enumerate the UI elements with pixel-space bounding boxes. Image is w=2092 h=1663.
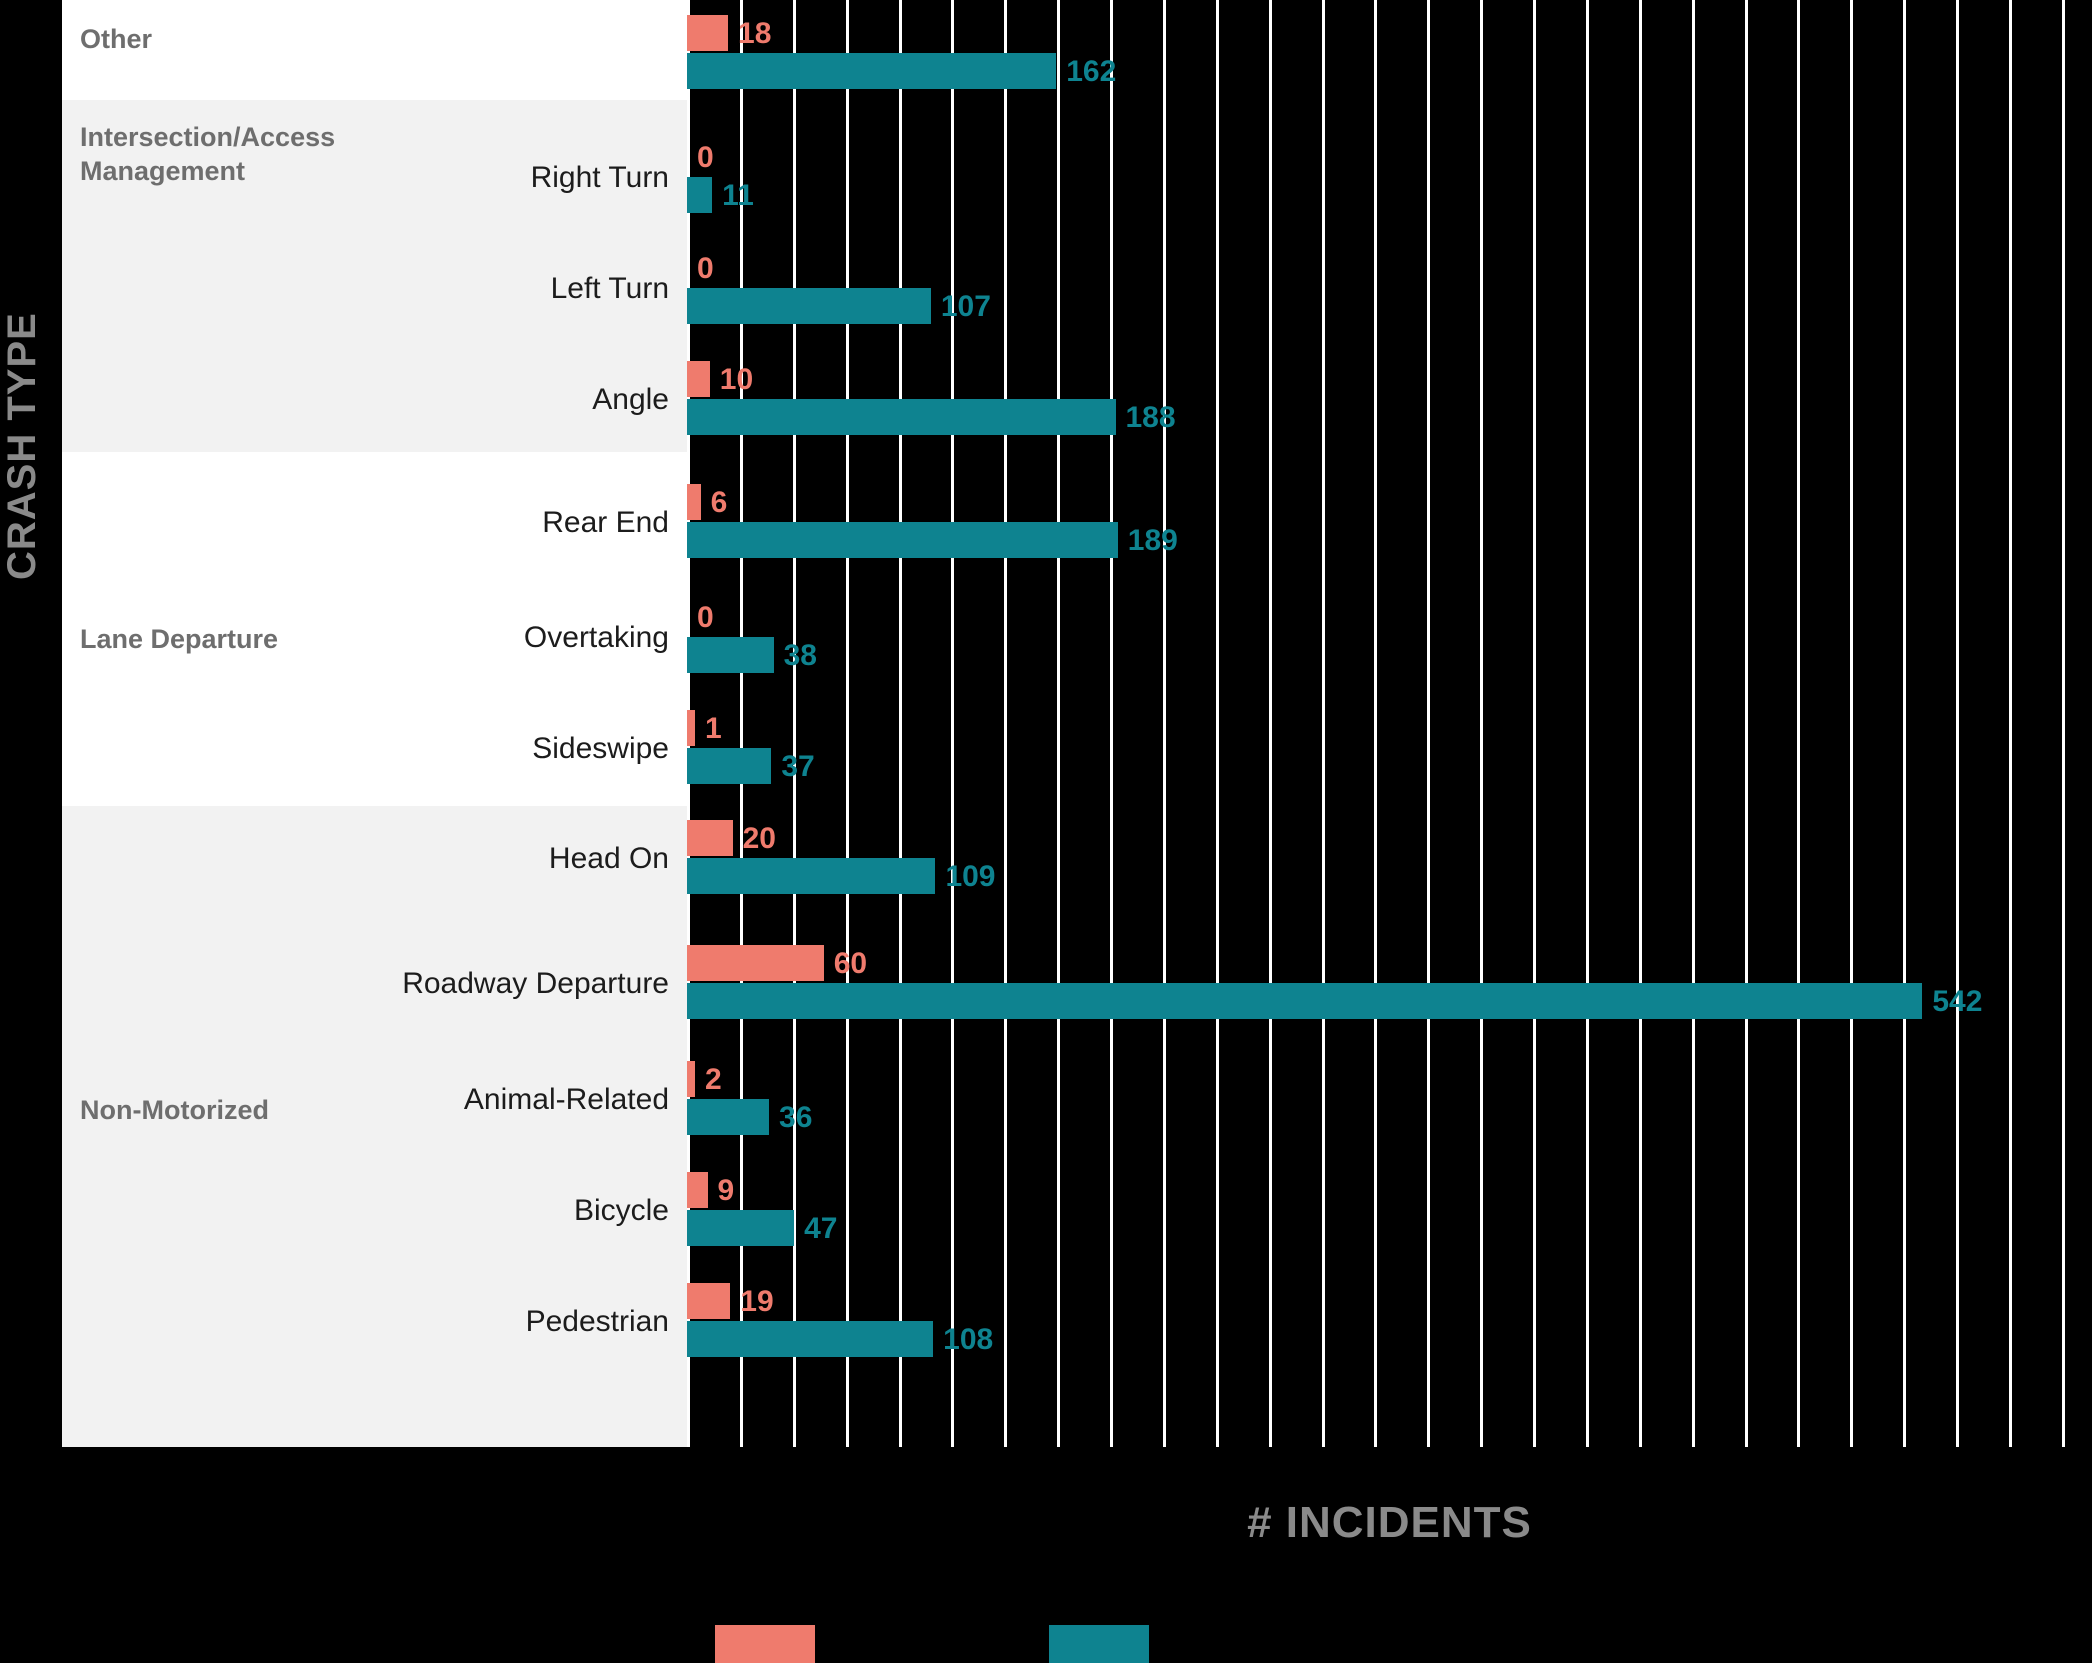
gridline: [1110, 0, 1113, 1447]
bar-value-fatal: 60: [833, 947, 868, 980]
bar-fatal: [687, 15, 728, 51]
bar-injury: [687, 748, 771, 784]
gridline: [1692, 0, 1695, 1447]
bar-fatal: [687, 1172, 708, 1208]
bar-injury: [687, 288, 931, 324]
row-label: Bicycle: [573, 1194, 669, 1227]
plot-area: [687, 0, 2092, 1447]
legend-swatch-fatal: [715, 1625, 815, 1663]
group-label: Other: [80, 24, 153, 54]
row-label: Rear End: [542, 506, 669, 539]
gridline: [1797, 0, 1800, 1447]
gridline: [1586, 0, 1589, 1447]
bar-fatal: [687, 361, 710, 397]
bar-value-injury: 189: [1127, 524, 1178, 557]
row-label: Animal-Related: [463, 1083, 669, 1116]
bar-injury: [687, 983, 1922, 1019]
x-axis-title: # INCIDENTS: [1247, 1498, 1532, 1547]
gridline: [1850, 0, 1853, 1447]
bar-injury: [687, 177, 712, 213]
gridline: [1216, 0, 1219, 1447]
bar-fatal: [687, 484, 701, 520]
gridline: [1956, 0, 1959, 1447]
gridline: [899, 0, 902, 1447]
category-panel: [62, 0, 687, 1447]
bar-injury: [687, 1099, 769, 1135]
bar-injury: [687, 522, 1118, 558]
bar-fatal: [687, 1061, 695, 1097]
group-label: Intersection/Access Management: [80, 122, 336, 186]
bar-fatal: [687, 1283, 730, 1319]
bar-value-injury: 38: [783, 639, 817, 672]
bar-injury: [687, 858, 935, 894]
bar-fatal: [687, 710, 695, 746]
bar-value-injury: 109: [945, 860, 996, 893]
row-label: Angle: [592, 383, 669, 416]
row-label: Left Turn: [550, 272, 669, 305]
bar-value-fatal: 19: [740, 1285, 774, 1318]
bar-value-injury: 108: [943, 1323, 994, 1356]
row-label: Sideswipe: [532, 732, 669, 765]
bar-value-fatal: 0: [697, 141, 714, 174]
gridline: [1903, 0, 1906, 1447]
bar-injury: [687, 399, 1116, 435]
bar-value-injury: 542: [1932, 985, 1983, 1018]
gridline: [1322, 0, 1325, 1447]
row-label: Overtaking: [523, 621, 669, 654]
bar-value-fatal: 10: [719, 363, 754, 396]
gridline: [1269, 0, 1272, 1447]
group-label: Lane Departure: [80, 624, 279, 654]
gridline: [1427, 0, 1430, 1447]
group-label: Non-Motorized: [80, 1095, 269, 1125]
gridline: [2062, 0, 2065, 1447]
bar-injury: [687, 1210, 794, 1246]
gridline: [846, 0, 849, 1447]
bar-value-fatal: 9: [717, 1174, 735, 1207]
bar-value-fatal: 2: [705, 1063, 722, 1096]
gridline: [1745, 0, 1748, 1447]
bar-value-fatal: 20: [742, 822, 776, 855]
bar-value-injury: 11: [722, 179, 754, 212]
bar-injury: [687, 53, 1056, 89]
bar-value-injury: 107: [940, 290, 991, 323]
gridline: [2009, 0, 2012, 1447]
gridline: [1533, 0, 1536, 1447]
gridline: [1480, 0, 1483, 1447]
row-label: Pedestrian: [525, 1305, 669, 1338]
bar-injury: [687, 1321, 933, 1357]
row-label: Head On: [548, 842, 669, 875]
row-label: Roadway Departure: [402, 967, 669, 1000]
bar-value-injury: 188: [1125, 401, 1176, 434]
chart-legend: [687, 1625, 2092, 1663]
bar-value-injury: 47: [804, 1212, 838, 1245]
bar-value-fatal: 18: [738, 17, 772, 50]
bar-fatal: [687, 945, 824, 981]
gridline: [1163, 0, 1166, 1447]
bar-value-injury: 162: [1066, 55, 1117, 88]
bar-value-fatal: 6: [710, 486, 728, 519]
gridline: [951, 0, 954, 1447]
gridline: [1639, 0, 1642, 1447]
bar-value-injury: 36: [779, 1101, 813, 1134]
gridline: [1374, 0, 1377, 1447]
legend-swatch-injury: [1049, 1625, 1149, 1663]
y-axis-title: CRASH TYPE: [0, 312, 44, 580]
gridline: [1004, 0, 1007, 1447]
bar-value-fatal: 1: [705, 712, 722, 745]
bar-fatal: [687, 820, 733, 856]
bar-value-fatal: 0: [697, 252, 714, 285]
bar-value-injury: 37: [781, 750, 815, 783]
bar-injury: [687, 637, 774, 673]
row-label: Right Turn: [530, 161, 669, 194]
gridline: [1057, 0, 1060, 1447]
bar-value-fatal: 0: [697, 601, 714, 634]
